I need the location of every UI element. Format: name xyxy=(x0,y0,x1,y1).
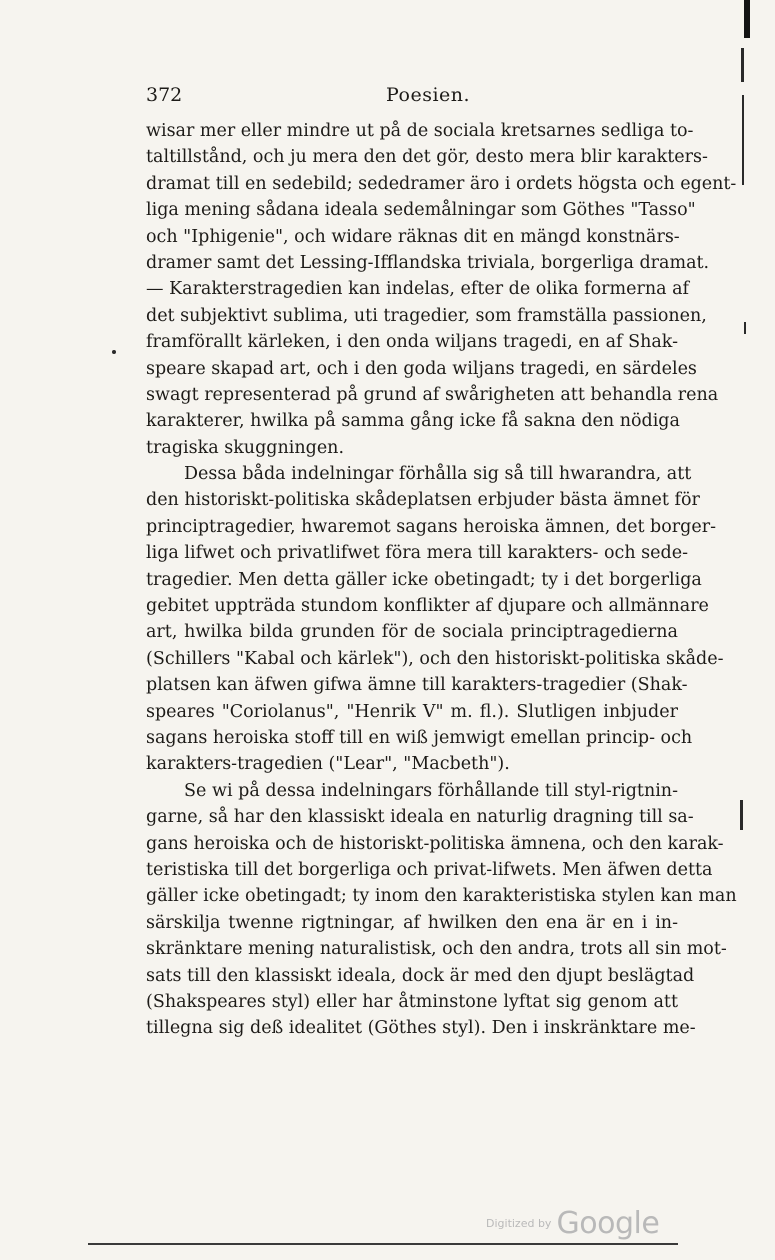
text-line: platsen kan äfwen gifwa ämne till karakters-tragedier (Shak- xyxy=(146,675,688,696)
text-line: gans heroiska och de historiskt-politiska ämnena, och den karak- xyxy=(146,833,724,854)
watermark-brand: Google xyxy=(556,1206,660,1241)
text-line: Se wi på dessa indelningars förhållande till styl-rigtnin- xyxy=(184,780,678,801)
bottom-rule xyxy=(88,1243,678,1245)
text-line: taltillstånd, och ju mera den det gör, desto mera blir karakters- xyxy=(146,147,708,168)
text-line: dramat till en sedebild; sededramer äro i ordets högsta och egent- xyxy=(146,173,737,194)
watermark-prefix: Digitized by xyxy=(486,1217,552,1230)
page-number: 372 xyxy=(146,84,183,106)
text-line: garne, så har den klassiskt ideala en naturlig dragning till sa- xyxy=(146,807,694,828)
text-line: tragiska skuggningen. xyxy=(146,437,345,458)
text-line: speare skapad art, och i den goda wiljans tragedi, en särdeles xyxy=(146,358,697,379)
text-line: karakterer, hwilka på samma gång icke få sakna den nödiga xyxy=(146,411,680,432)
text-line: tragedier. Men detta gäller icke obetingadt; ty i det borgerliga xyxy=(146,569,702,590)
text-line: (Schillers "Kabal och kärlek"), och den historiskt-politiska skåde- xyxy=(146,648,724,669)
text-line: den historiskt-politiska skådeplatsen erbjuder bästa ämnet för xyxy=(146,490,700,511)
text-line: liga mening sådana ideala sedemålningar som Göthes "Tasso" xyxy=(146,200,696,221)
text-line: swagt representerad på grund af swårigheten att behandla rena xyxy=(146,384,719,405)
text-line: framförallt kärleken, i den onda wiljans tragedi, en af Shak- xyxy=(146,332,678,353)
scan-edge-mark xyxy=(740,800,743,830)
text-line: gäller icke obetingadt; ty inom den karakteristiska stylen kan man xyxy=(146,886,737,907)
scan-edge-mark xyxy=(741,48,744,82)
page-header xyxy=(146,84,676,114)
text-line: särskilja twenne rigtningar, af hwilken den ena är en i in- xyxy=(146,912,678,933)
running-title: Poesien. xyxy=(386,84,471,106)
google-watermark xyxy=(486,1206,659,1241)
text-line: sagans heroiska stoff till en wiß jemwigt emellan princip- och xyxy=(146,727,693,748)
text-line: — Karakterstragedien kan indelas, efter de olika formerna af xyxy=(146,279,689,300)
body-text xyxy=(146,118,737,1042)
text-line: gebitet uppträda stundom konflikter af djupare och allmännare xyxy=(146,596,709,617)
text-line: Dessa båda indelningar förhålla sig så till hwarandra, att xyxy=(184,464,692,485)
text-line: wisar mer eller mindre ut på de sociala kretsarnes sedliga to- xyxy=(146,121,694,141)
text-line: tillegna sig deß idealitet (Göthes styl). Den i inskränktare me- xyxy=(146,1018,696,1039)
text-line: principtragedier, hwaremot sagans heroiska ämnen, det borger- xyxy=(146,516,716,537)
text-line: skränktare mening naturalistisk, och den andra, trots all sin mot- xyxy=(146,939,727,960)
text-line: art, hwilka bilda grunden för de sociala principtragedierna xyxy=(146,622,678,643)
text-line: och "Iphigenie", och widare räknas dit en mängd konstnärs- xyxy=(146,226,680,247)
text-line: liga lifwet och privatlifwet föra mera till karakters- och sede- xyxy=(146,543,688,564)
scan-edge-mark xyxy=(112,350,116,354)
text-line: karakters-tragedien ("Lear", "Macbeth"). xyxy=(146,754,510,775)
scan-edge-mark xyxy=(744,0,750,38)
text-line: speares "Coriolanus", "Henrik V" m. fl.). Slutligen inbjuder xyxy=(146,701,678,722)
scan-edge-mark xyxy=(744,322,746,334)
text-line: (Shakspeares styl) eller har åtminstone lyftat sig genom att xyxy=(146,991,678,1012)
scan-edge-mark xyxy=(742,95,744,185)
text-line: sats till den klassiskt ideala, dock är med den djupt beslägtad xyxy=(146,965,695,986)
text-line: det subjektivt sublima, uti tragedier, som framställa passionen, xyxy=(146,305,707,326)
text-line: teristiska till det borgerliga och privat-lifwets. Men äfwen detta xyxy=(146,859,713,880)
text-line: dramer samt det Lessing-Ifflandska triviala, borgerliga dramat. xyxy=(146,252,710,273)
